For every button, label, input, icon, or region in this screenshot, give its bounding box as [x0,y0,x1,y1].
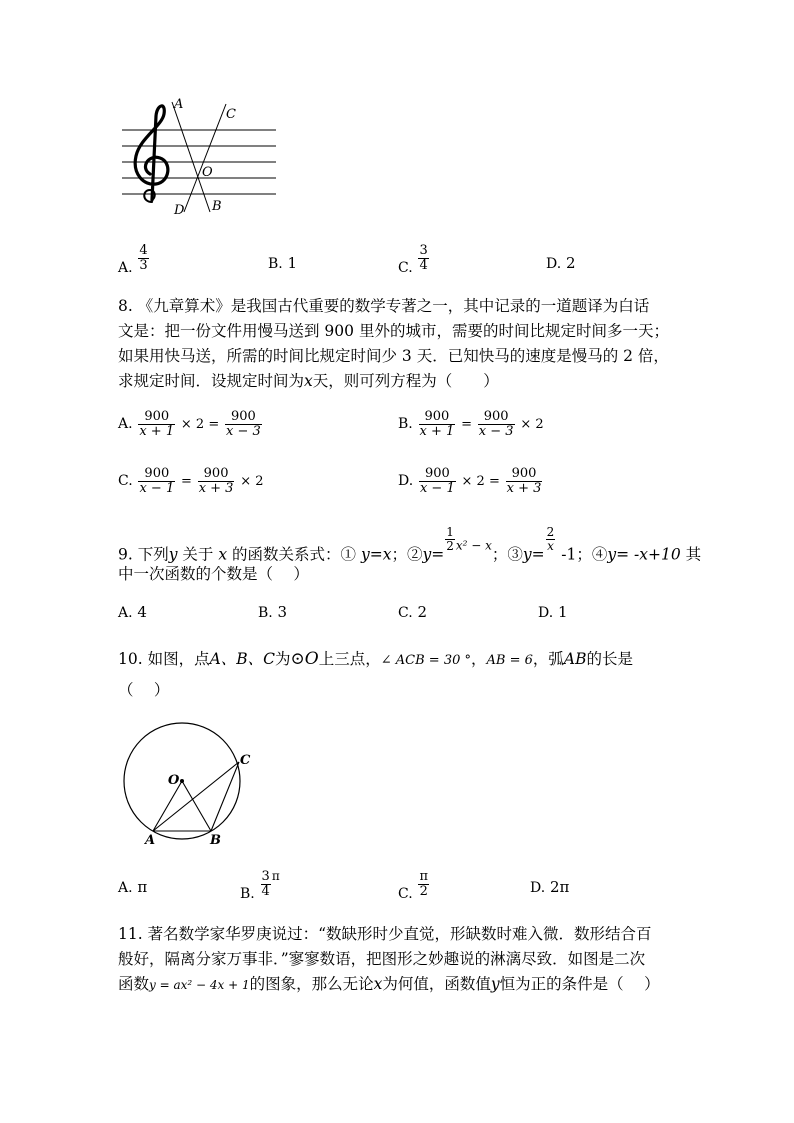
label-b: B [212,199,222,214]
q11-line-2: 般好，隔离分家万事非．”寥寥数语，把图形之妙趣说的淋漓尽致．如图是二次 [118,950,646,968]
label-c: C [226,107,236,122]
q9-line-1: 9. 下列y 关于 x 的函数关系式：① y=x；②y= $\frac{1}{2}$ $^{x^2 - x}$；③y= $\frac{2}{x}$ -1；④y= -x+10 其 [118,525,702,564]
q10-line-2: （ ） [118,681,170,699]
q10-option-b[interactable]: B. $\frac{3}{4}$ π [240,869,280,902]
q8-option-b[interactable]: B. $\frac{900}{x + 1}$ = $\frac{900}{x - 3}$ × 2 [398,409,544,439]
q9-option-c[interactable]: C. 2 [398,603,427,621]
q11-line-3: 函数y = ax² − 4x + 1的图象，那么无论x为何值，函数值y恒为正的条件是（ ） [118,975,660,993]
label-c: C [240,753,251,768]
label-o: O [202,165,213,180]
q8-line-4: 求规定时间．设规定时间为x天，则可列方程为（ ） [118,372,499,390]
treble-clef-icon [135,106,168,202]
q10-option-c[interactable]: C. $\frac{\pi}{2}$ [398,869,428,902]
q8-stem [118,294,669,394]
fraction: $\frac{3}{4}$ [419,243,428,273]
q8-line-1: 8. 《九章算术》是我国古代重要的数学专著之一，其中记录的一道题译为白话 [118,297,650,315]
q8-option-a[interactable]: A. $\frac{900}{x + 1}$ × 2 = $\frac{900}{x - 3}$ [118,409,261,439]
q8-line-2: 文是：把一份文件用慢马送到 900 里外的城市，需要的时间比规定时间多一天； [118,322,669,340]
crossing-lines [172,102,226,212]
q10-option-a[interactable]: A. π [118,878,148,896]
triangle-lines [153,762,239,831]
q9-line-2: 中一次函数的个数是（ ） [118,565,309,583]
q8-option-c[interactable]: C. $\frac{900}{x - 1}$ = $\frac{900}{x + 3}$ × 2 [118,466,264,496]
q7-option-a[interactable] [118,243,150,276]
q9-option-a[interactable]: A. 4 [118,603,147,621]
label-b: B [210,833,221,848]
q9-option-d[interactable]: D. 1 [538,603,568,621]
q8-option-d[interactable]: D. $\frac{900}{x - 1}$ × 2 = $\frac{900}{x + 3}$ [398,466,542,496]
q10-line-1: 10. 如图，点A、B、C为⊙O上三点，∠ ACB = 30 °，AB = 6，弧AB的长是 [118,649,634,669]
option-label: A. [118,260,133,276]
fraction: $\frac{4}{3}$ [139,243,148,273]
center-point [180,779,184,783]
q9-option-b[interactable]: B. 3 [258,603,288,621]
q8-line-3: 如果用快马送，所需的时间比规定时间少 3 天．已知快马的速度是慢马的 2 倍， [118,347,669,365]
q10-option-d[interactable]: D. 2π [530,878,570,896]
q11-stem [118,922,660,998]
q7-option-d[interactable]: D. 2 [546,254,576,272]
staff-figure [116,94,286,222]
label-d: D [174,203,185,218]
q11-line-1: 11. 著名数学家华罗庚说过：“数缺形时少直觉，形缺数时难入微．数形结合百 [118,925,652,943]
label-a: A [174,97,184,112]
circle-figure [118,720,268,850]
q7-option-b[interactable]: B. 1 [268,254,298,272]
label-a: A [145,833,156,848]
label-o: O [168,773,180,788]
q7-option-c[interactable]: C. $\frac{3}{4}$ [398,243,428,276]
